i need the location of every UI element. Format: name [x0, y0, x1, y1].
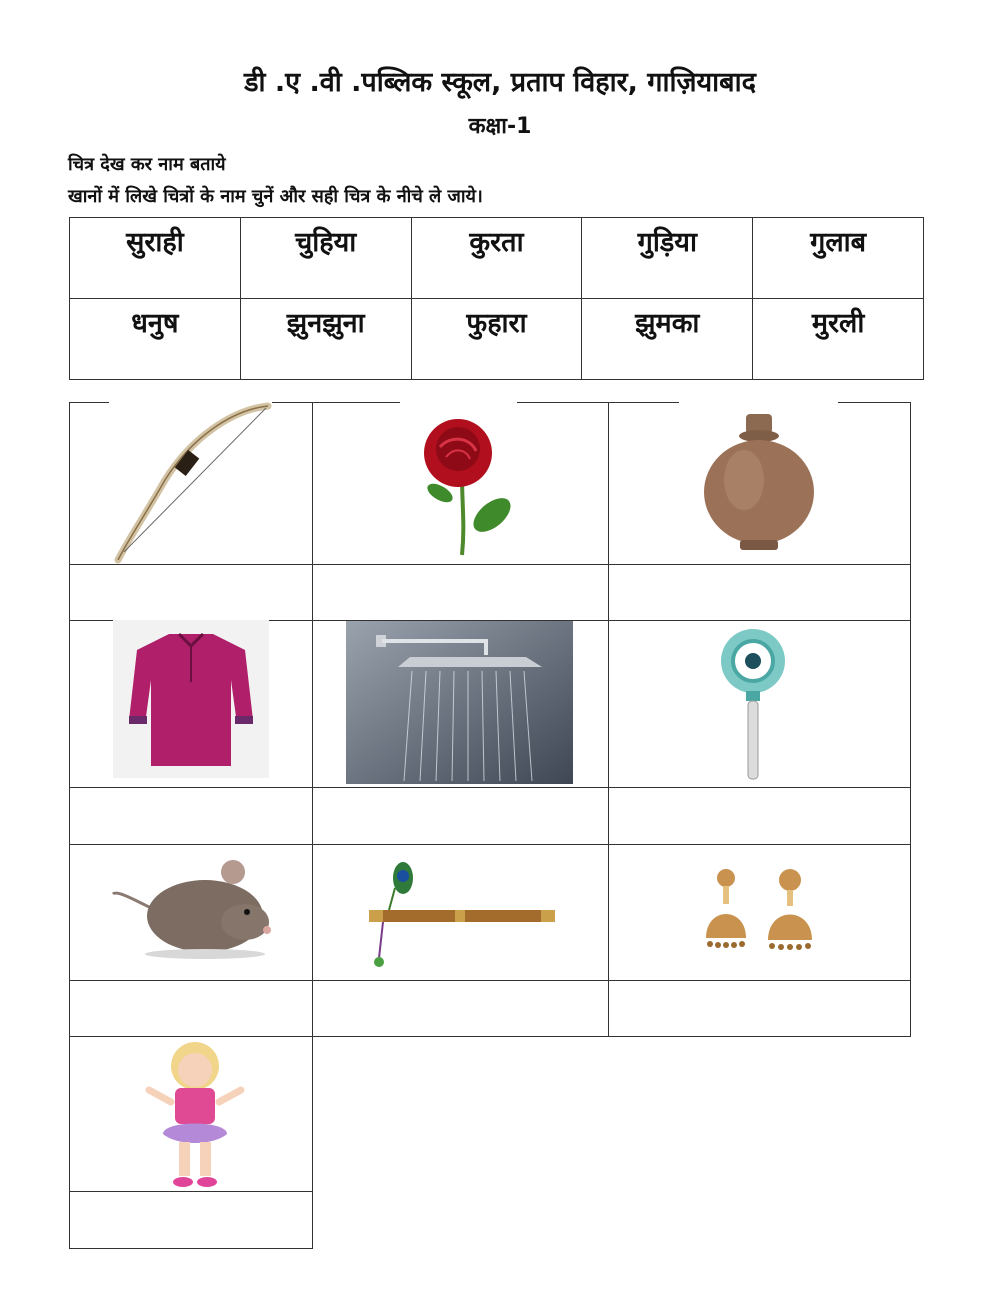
doll-image — [143, 1038, 247, 1190]
answer-drop-box[interactable] — [69, 787, 313, 845]
word-tile[interactable]: गुड़िया — [582, 218, 753, 299]
answer-drop-box[interactable] — [69, 564, 313, 621]
mouse-image — [105, 850, 275, 965]
answer-drop-box[interactable] — [608, 564, 911, 621]
word-bank-table — [69, 217, 924, 380]
word-tile[interactable]: झुमका — [582, 299, 753, 380]
word-tile[interactable]: सुराही — [70, 218, 241, 299]
word-bank-row — [70, 218, 924, 299]
instruction-line-1: चित्र देख कर नाम बताये — [68, 154, 226, 175]
answer-drop-box[interactable] — [608, 980, 911, 1037]
flute-image — [365, 858, 560, 973]
answer-drop-box[interactable] — [69, 980, 313, 1037]
word-tile[interactable]: गुलाब — [753, 218, 924, 299]
instruction-line-2: खानों में लिखे चित्रों के नाम चुनें और सही चित्र के नीचे ले जाये। — [68, 186, 483, 207]
class-label: कक्षा-1 — [468, 114, 532, 139]
answer-drop-box[interactable] — [312, 564, 609, 621]
bow-image — [110, 400, 275, 565]
answer-drop-box[interactable] — [312, 980, 609, 1037]
school-title: डी .ए .वी .पब्लिक स्कूल, प्रताप विहार, गाज़ियाबाद — [244, 67, 756, 98]
clay-pot-image — [700, 410, 820, 555]
word-tile[interactable]: कुरता — [411, 218, 582, 299]
shower-image — [346, 621, 573, 784]
answer-drop-box[interactable] — [312, 787, 609, 845]
word-tile[interactable]: धनुष — [70, 299, 241, 380]
answer-drop-box[interactable] — [69, 1191, 313, 1249]
rattle-image — [718, 625, 788, 783]
word-tile[interactable]: चुहिया — [240, 218, 411, 299]
kurta-image — [113, 620, 269, 778]
word-bank-row — [70, 299, 924, 380]
word-tile[interactable]: फुहारा — [411, 299, 582, 380]
word-tile[interactable]: मुरली — [753, 299, 924, 380]
earrings-image — [696, 868, 820, 950]
answer-drop-box[interactable] — [608, 787, 911, 845]
word-tile[interactable]: झुनझुना — [240, 299, 411, 380]
rose-image — [410, 415, 520, 560]
